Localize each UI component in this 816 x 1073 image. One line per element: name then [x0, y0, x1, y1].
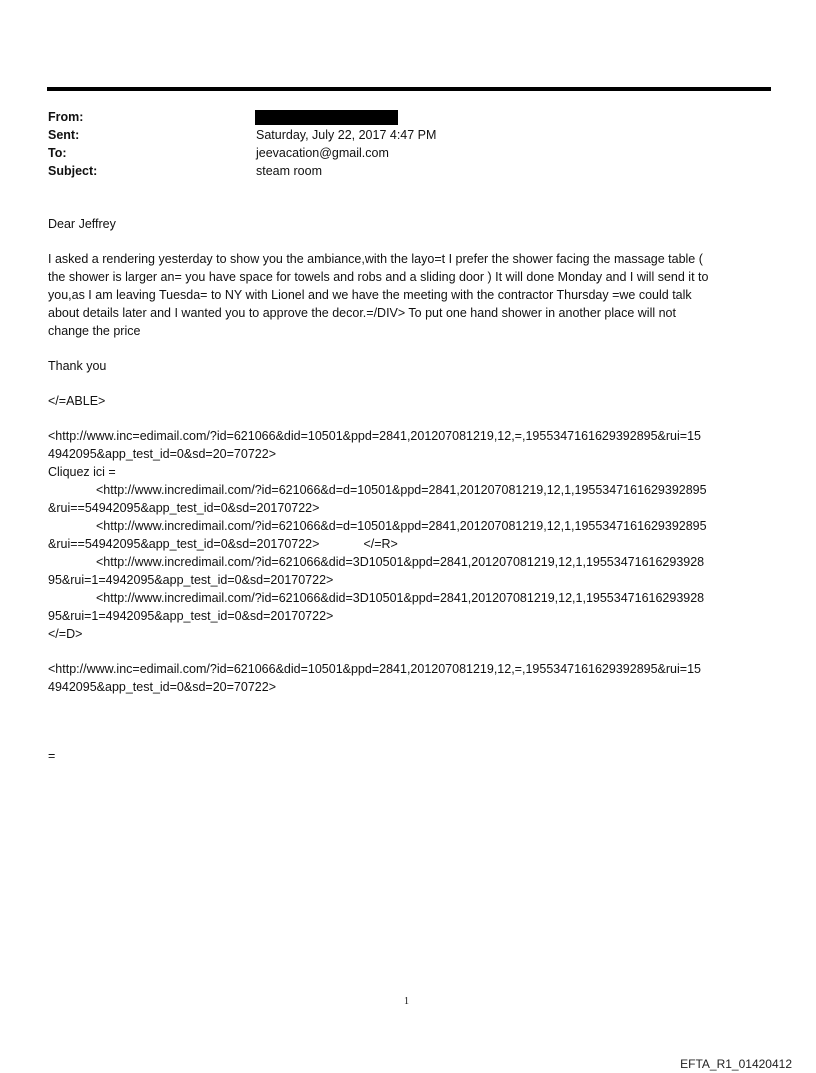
sent-label: Sent: [48, 128, 80, 142]
able-tag: </=ABLE> [48, 394, 106, 408]
subject-value: steam room [256, 164, 322, 178]
paragraph-line: you,as I am leaving Tuesda= to NY with Lionel and we have the meeting with the contractor Thursday =we could talk [48, 288, 692, 302]
from-row [48, 108, 768, 126]
link-line: <http://www.incredimail.com/?id=621066&did=3D10501&ppd=2841,201207081219,12,1,19553471616293928 [96, 555, 705, 569]
d-tag: </=D> [48, 627, 83, 641]
paragraph-line: change the price [48, 324, 141, 338]
subject-row [48, 162, 768, 180]
from-value [256, 108, 768, 126]
link-line [48, 535, 770, 553]
link-line: &rui==54942095&app_test_id=0&sd=20170722> [48, 501, 320, 515]
to-value: jeevacation@gmail.com [256, 146, 389, 160]
email-header [48, 108, 768, 180]
thanks: Thank you [48, 359, 107, 373]
trailing-equals: = [48, 749, 56, 763]
to-label: To: [48, 146, 67, 160]
link-line: <http://www.incredimail.com/?id=621066&did=3D10501&ppd=2841,201207081219,12,1,19553471616293928 [96, 591, 705, 605]
link-line: <http://www.inc=edimail.com/?id=621066&did=10501&ppd=2841,201207081219,12,=,1955347161629392895&rui=15 [48, 662, 701, 676]
link-line: <http://www.incredimail.com/?id=621066&d=d=10501&ppd=2841,201207081219,12,1,1955347161629392895 [96, 483, 707, 497]
sent-value: Saturday, July 22, 2017 4:47 PM [256, 128, 437, 142]
paragraph-line: about details later and I wanted you to approve the decor.=/DIV> To put one hand shower in another place will not [48, 306, 676, 320]
from-label: From: [48, 110, 84, 124]
link-line: <http://www.inc=edimail.com/?id=621066&did=10501&ppd=2841,201207081219,12,=,1955347161629392895&rui=15 [48, 429, 701, 443]
document-id: EFTA_R1_01420412 [680, 1057, 792, 1071]
top-rule [47, 87, 771, 91]
paragraph-line: I asked a rendering yesterday to show you the ambiance,with the layo=t I prefer the shower facing the massage table ( [48, 252, 703, 266]
cliquez-ici: Cliquez ici = [48, 465, 116, 479]
subject-label: Subject: [48, 164, 98, 178]
link-line: 95&rui=1=4942095&app_test_id=0&sd=20170722> [48, 573, 334, 587]
to-row [48, 144, 768, 162]
page-number: 1 [404, 996, 409, 1007]
link-line: 4942095&app_test_id=0&sd=20=70722> [48, 447, 276, 461]
email-body [48, 215, 770, 765]
sent-row [48, 126, 768, 144]
link-line: 95&rui=1=4942095&app_test_id=0&sd=20170722> [48, 609, 334, 623]
paragraph-line: the shower is larger an= you have space for towels and robs and a sliding door ) It will done Monday and I will send it to [48, 270, 709, 284]
link-line: 4942095&app_test_id=0&sd=20=70722> [48, 680, 276, 694]
r-tag: </=R> [363, 537, 398, 551]
redaction-block [255, 110, 398, 125]
link-line-text: &rui==54942095&app_test_id=0&sd=20170722> [48, 537, 320, 551]
greeting: Dear Jeffrey [48, 217, 116, 231]
link-line: <http://www.incredimail.com/?id=621066&d=d=10501&ppd=2841,201207081219,12,1,1955347161629392895 [96, 519, 707, 533]
